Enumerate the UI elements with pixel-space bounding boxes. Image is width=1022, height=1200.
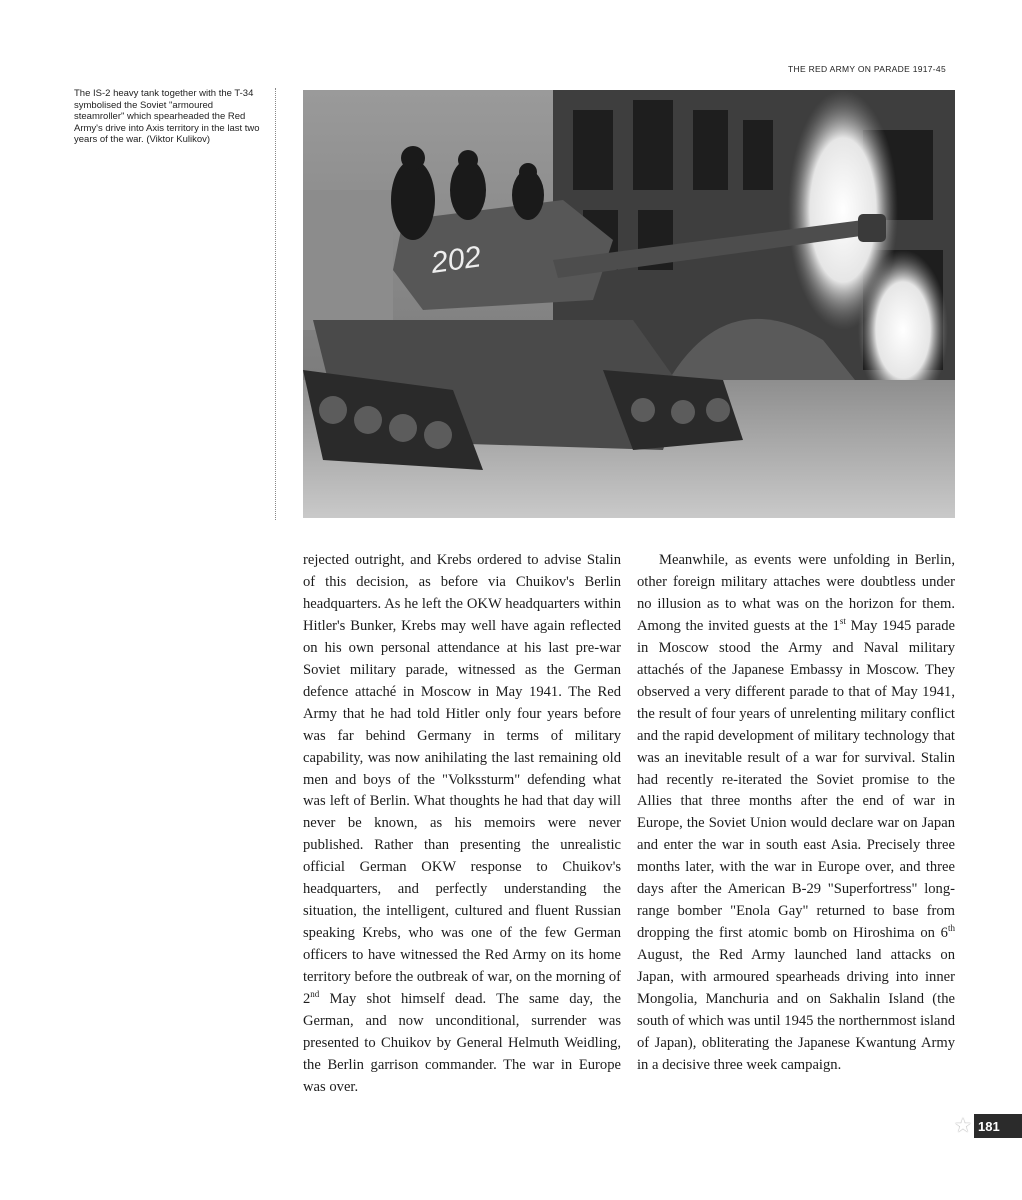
body-column-right [637,550,955,1077]
photo-caption: The IS-2 heavy tank together with the T-34 symbolised the Soviet "armoured steamroller" which spearheaded the Red Army's drive into Axis territory in the last two years of the war. (Viktor Kulikov) [74,88,260,145]
ordinal-superscript: th [947,923,955,934]
body-paragraph [303,550,621,1099]
body-paragraph [637,550,955,1077]
running-head: THE RED ARMY ON PARADE 1917-45 [788,64,946,74]
ordinal-superscript: nd [310,989,320,1000]
body-text: rejected outright, and Krebs ordered to advise Stalin of this decision, as before via Chuikov's Berlin headquarters. As he left the OKW headquarters within Hitler's Bunker, Krebs may well have again reflected on his own personal attendance at his last pre-war Soviet military parade, witnessed as the German defence attaché in Moscow in May 1941. The Red Army that he had told Hitler only four years before was far behind Germany in terms of military capability, was now anihilating the last remaining old men and boys of the "Volkssturm" defending what was left of Berlin. What thoughts he had that day will never be known, as his memoirs were never published. Rather than presenting the unrealistic official German OKW response to Chuikov's headquarters, and perfectly understanding the situation, the intelligent, cultured and fluent Russian speaking Krebs, who was one of the few German officers to have witnessed the Red Army on its home territory before the outbreak of war, on the morning of 2 [303,552,621,1008]
body-column-left [303,550,621,1099]
body-text: May 1945 parade in Moscow stood the Army and Naval military attachés of the Japanese Embassy in Moscow. They observed a very different parade to that of May 1941, the result of four years of unrelenting military conflict and the rapid development of military technology that was an inevitable result of a war for survival. Stalin had recently re-iterated the Soviet promise to the Allies that three months after the end of war in Europe, the Soviet Union would declare war on Japan and enter the war in south east Asia. Precisely three months later, with the war in Europe over, and three days after the American B-29 "Superfortress" long-range bomber "Enola Gay" returned to base from dropping the first atomic bomb on Hiroshima on 6 [637,617,955,942]
body-text: May shot himself dead. The same day, the German, and now unconditional, surrender was presented to Chuikov by General Helmuth Weidling, the Berlin garrison commander. The war in Europe was over. [303,991,621,1095]
star-icon: ★ [954,1115,972,1137]
page-folio [952,1114,1022,1138]
turret-number: 202 [428,240,484,280]
caption-divider [275,88,276,520]
body-text: August, the Red Army launched land attacks on Japan, with armoured spearheads driving into inner Mongolia, Manchuria and on Sakhalin Island (the south of which was until 1945 the northernmost island of Japan), obliterating the Japanese Kwantung Army in a decisive three week campaign. [637,947,955,1073]
ordinal-superscript: st [839,616,846,626]
body-text: Meanwhile, as events were unfolding in Berlin, other foreign military attaches were doubtless under no illusion as to what was on the horizon for them. Among the invited guests at the 1 [637,552,955,634]
tank-photo [303,90,955,518]
page-number: 181 [974,1114,1022,1138]
